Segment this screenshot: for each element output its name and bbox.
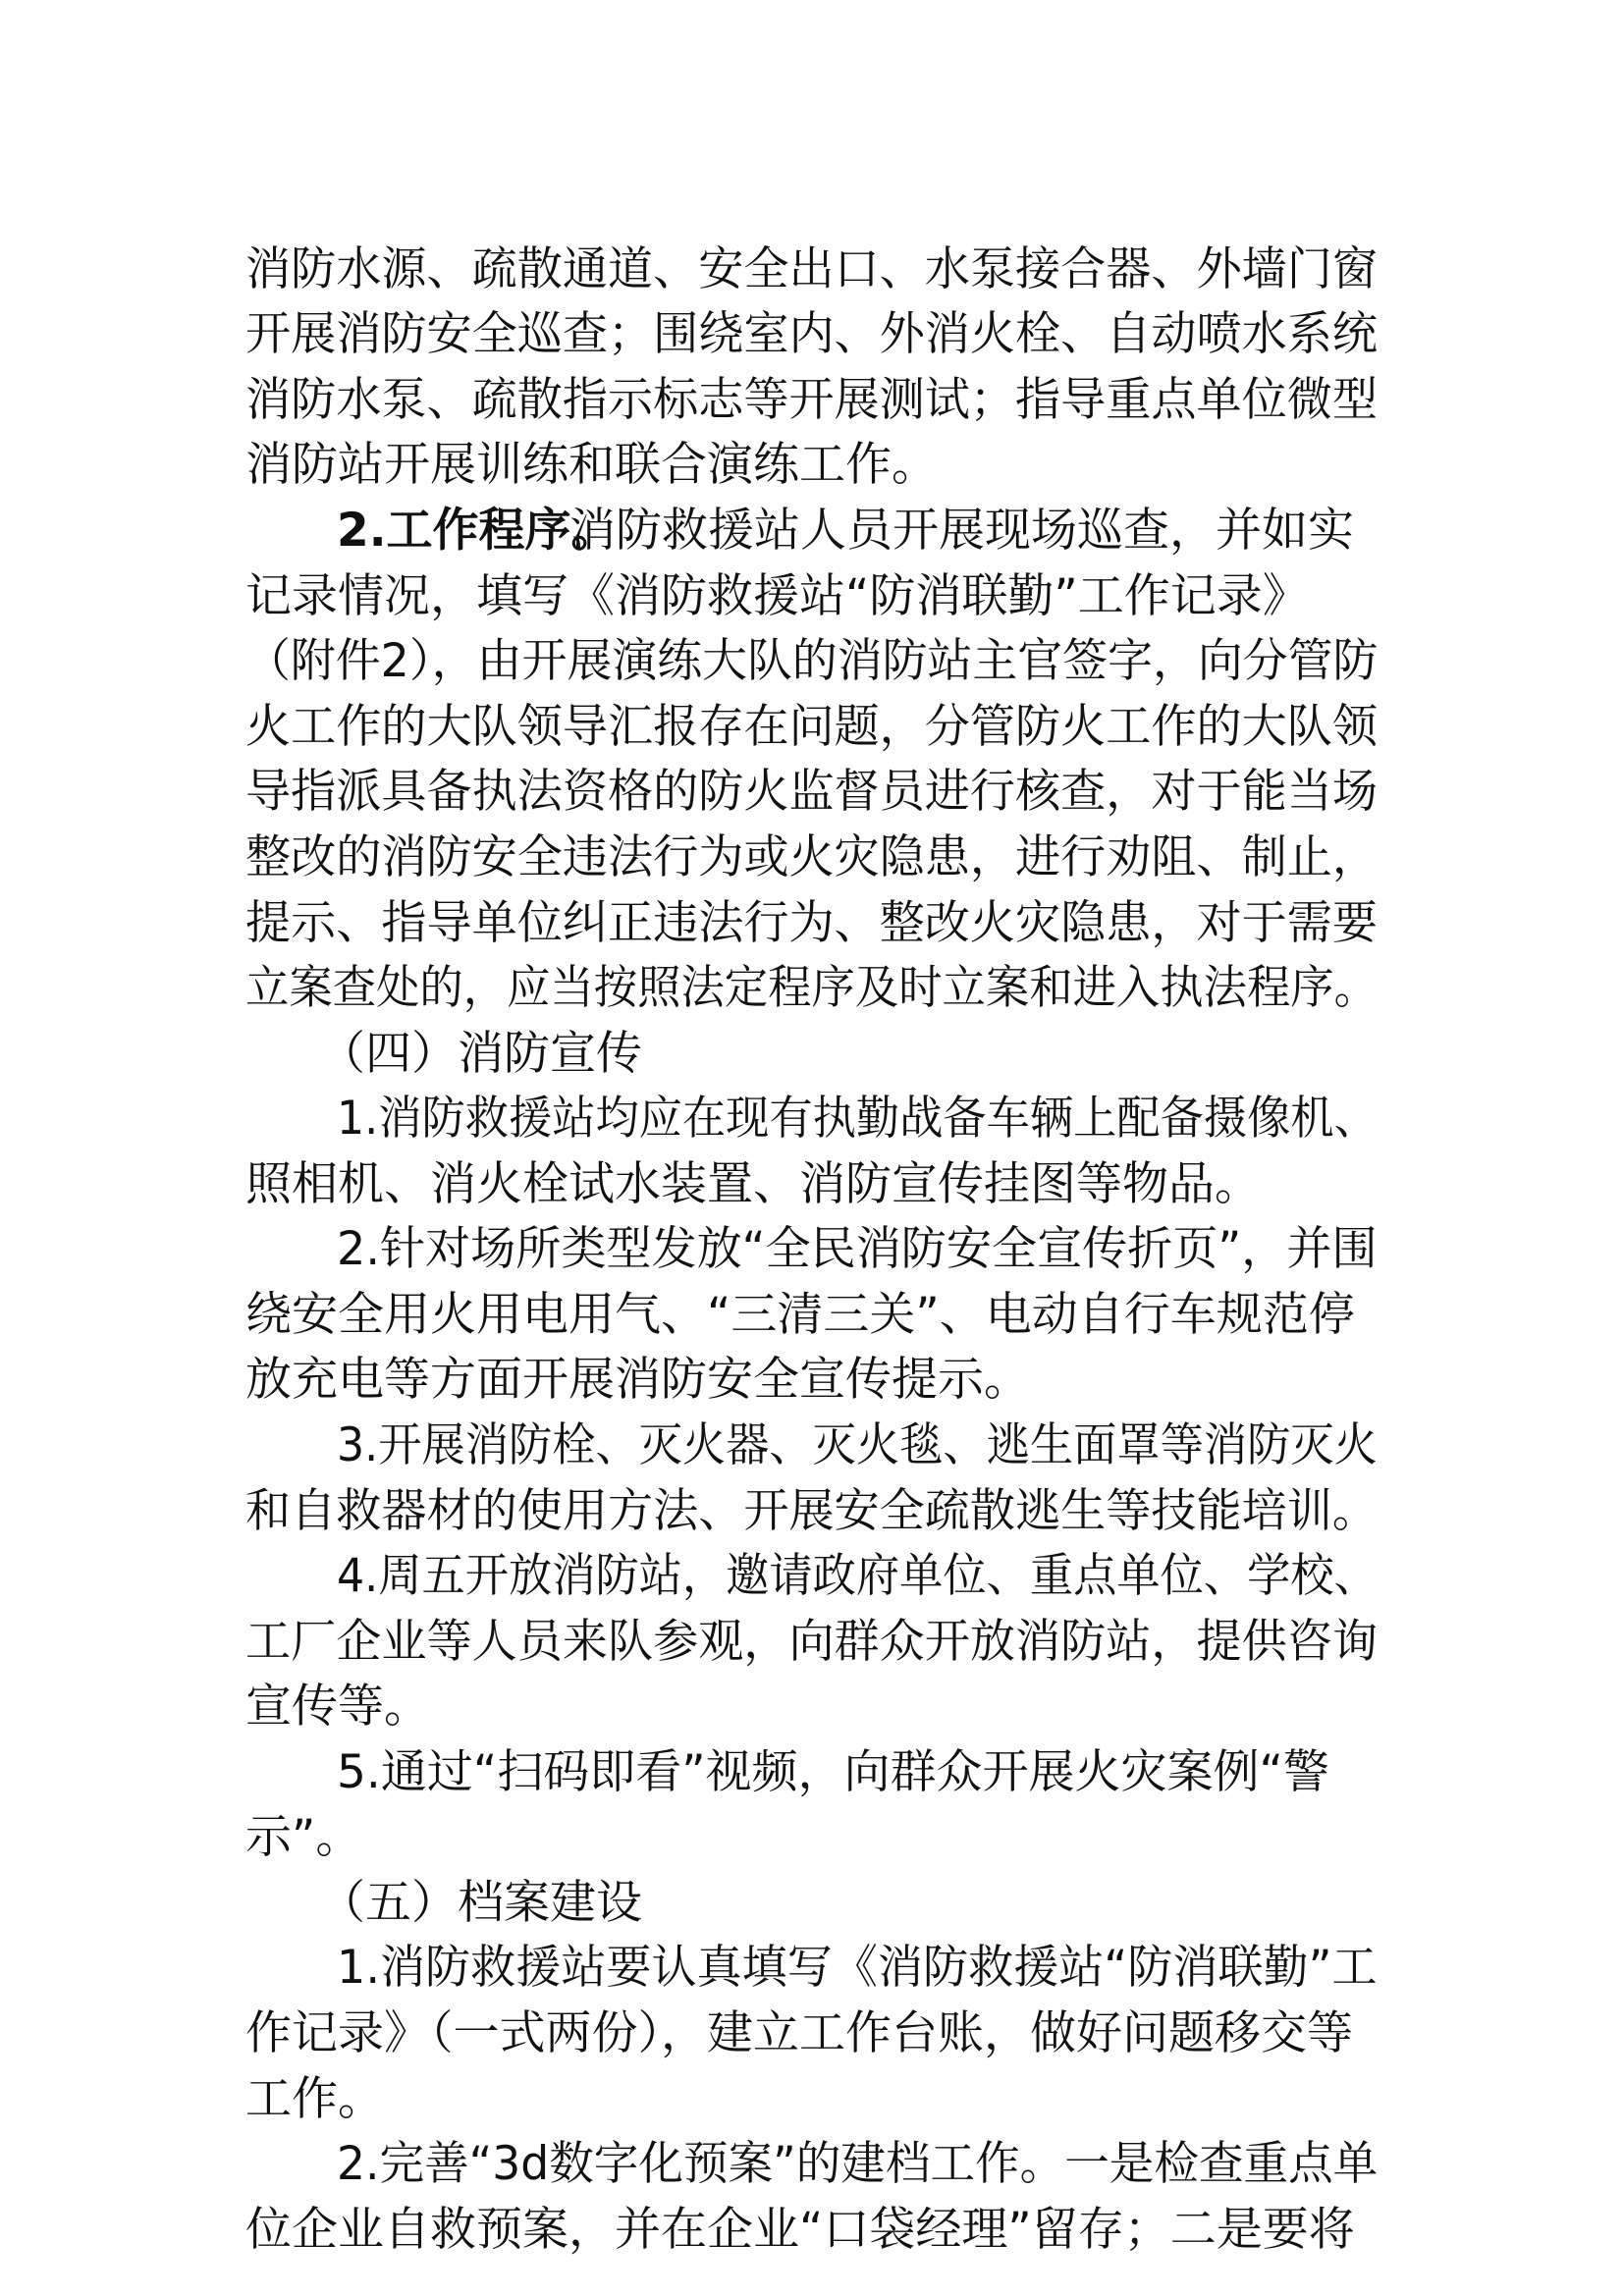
line-text: 位企业自救预案，并在企业“口袋经理”留存；二是要将 (245, 2203, 1355, 2257)
text-line (0, 2132, 1623, 2197)
text-line (0, 1936, 1623, 2001)
line-text: 提示、指导单位纠正违法行为、整改火灾隐患，对于需要 (245, 896, 1378, 950)
text-line (0, 433, 1623, 498)
text-line (0, 1348, 1623, 1413)
text-line (0, 956, 1623, 1021)
line-text: 立案查处的，应当按照法定程序及时立案和进入执法程序。 (245, 961, 1378, 1015)
text-line (0, 1740, 1623, 1805)
text-line (0, 1805, 1623, 1870)
line-text: 整改的消防安全违法行为或火灾隐患，进行劝阻、制止， (245, 830, 1378, 884)
line-text: 作记录》（一式两份），建立工作台账，做好问题移交等 (245, 2006, 1353, 2060)
text-line (0, 1152, 1623, 1217)
line-text: 3.开展消防栓、灭火器、灭火毯、逃生面罩等消防灭火 (337, 1418, 1378, 1472)
line-text: 照相机、消火栓试水装置、消防宣传挂图等物品。 (245, 1157, 1261, 1211)
text-line (0, 1544, 1623, 1609)
line-text: 消防水源、疏散通道、安全出口、水泵接合器、外墙门窗 (245, 242, 1378, 296)
line-text: 记录情况，填写《消防救援站“防消联勤”工作记录》 (245, 569, 1309, 623)
text-line (0, 826, 1623, 890)
text-line (0, 2198, 1623, 2263)
text-line (0, 1217, 1623, 1282)
line-text: 导指派具备执法资格的防火监督员进行核查，对于能当场 (245, 765, 1378, 819)
text-line (0, 629, 1623, 694)
text-line (0, 1283, 1623, 1348)
text-line (0, 2067, 1623, 2132)
text-line (0, 1675, 1623, 1739)
text-line (0, 368, 1623, 433)
line-text: 示”。 (245, 1810, 362, 1864)
line-text: 消防站开展训练和联合演练工作。 (245, 438, 938, 492)
text-line (0, 1479, 1623, 1544)
text-line (0, 499, 1623, 563)
text-line (0, 1022, 1623, 1087)
line-text: 消防水泵、疏散指示标志等开展测试；指导重点单位微型 (245, 373, 1378, 427)
text-line (0, 1610, 1623, 1675)
text-line (0, 564, 1623, 629)
text-line (0, 891, 1623, 956)
line-text: 火工作的大队领导汇报存在问题，分管防火工作的大队领 (245, 700, 1378, 754)
line-text: 和自救器材的使用方法、开展安全疏散逃生等技能培训。 (245, 1484, 1378, 1538)
text-line (0, 1087, 1623, 1151)
line-text: 2.针对场所类型发放“全民消防安全宣传折页”，并围 (337, 1222, 1378, 1276)
section-heading: （四）消防宣传 (319, 1027, 642, 1081)
text-line (0, 302, 1623, 367)
line-text: 4.周五开放消防站，邀请政府单位、重点单位、学校、 (337, 1549, 1378, 1603)
section-heading: （五）档案建设 (319, 1876, 642, 1930)
line-text: 开展消防安全巡查；围绕室内、外消火栓、自动喷水系统 (245, 307, 1378, 361)
line-text: 2.完善“3d数字化预案”的建档工作。一是检查重点单 (337, 2137, 1379, 2191)
line-text: 放充电等方面开展消防安全宣传提示。 (245, 1353, 1030, 1407)
line-text: 1.消防救援站均应在现有执勤战备车辆上配备摄像机、 (337, 1092, 1378, 1146)
text-line (0, 695, 1623, 760)
line-text: 工作。 (245, 2072, 384, 2126)
text-line (0, 238, 1623, 302)
text-line (0, 760, 1623, 825)
line-text: 绕安全用火用电用气、“三清三关”、电动自行车规范停 (245, 1288, 1355, 1342)
section-heading: 2.工作程序。 (337, 504, 618, 558)
line-text: 工厂企业等人员来队参观，向群众开放消防站，提供咨询 (245, 1615, 1378, 1669)
line-text: 消防救援站人员开展现场巡查，并如实 (569, 504, 1354, 558)
line-text: 宣传等。 (245, 1680, 430, 1734)
line-text: （附件2），由开展演练大队的消防站主官签字，向分管防 (245, 634, 1379, 688)
line-text: 5.通过“扫码即看”视频，向群众开展火灾案例“警 (337, 1745, 1329, 1799)
text-line (0, 1414, 1623, 1478)
text-line (0, 1871, 1623, 1936)
text-line (0, 2002, 1623, 2066)
line-text: 1.消防救援站要认真填写《消防救援站“防消联勤”工 (337, 1941, 1378, 1995)
